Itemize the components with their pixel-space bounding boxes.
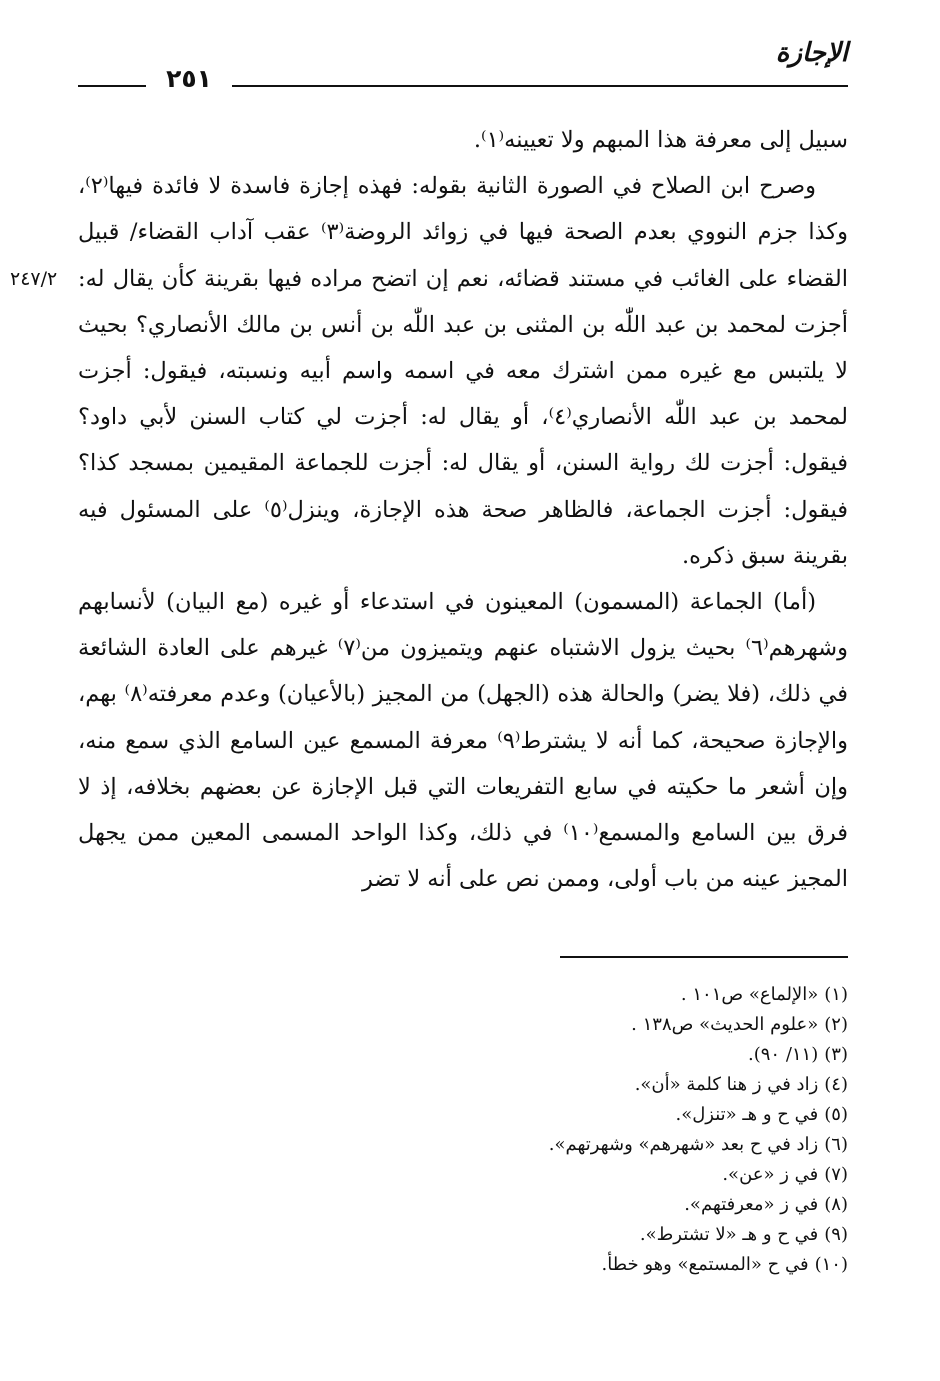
margin-page-reference: ٢٤٧/٢ [10, 268, 58, 290]
footnotes [288, 980, 848, 1280]
footnote-number: (٤) [824, 1074, 848, 1095]
footnote-text: في ح و هـ «لا تشترط». [639, 1224, 819, 1245]
footnote [288, 1160, 848, 1190]
footnote-text: (١١/ ٩٠). [748, 1044, 819, 1065]
footnote [288, 1040, 848, 1070]
footnote-text: زاد في ز هنا كلمة «أن». [634, 1074, 819, 1095]
footnote-number: (١) [824, 984, 848, 1005]
footnote [288, 1250, 848, 1280]
footnote-number: (١٠) [814, 1254, 848, 1275]
footnote-separator [560, 956, 848, 958]
footnote [288, 1130, 848, 1160]
header-rule [232, 85, 848, 87]
footnote-text: في ز «عن». [722, 1164, 819, 1185]
footnote-number: (٢) [824, 1014, 848, 1035]
footnote-text: «الإلماع» ص١٠١ . [680, 984, 819, 1005]
paragraph: (أما) الجماعة (المسمون) المعينون في استدعاء أو غيره (مع البيان) لأنسابهم وشهرهم⁽٦⁾ بحيث يزول الاشتباه عنهم ويتميزون من⁽٧⁾ غيرهم على العادة الشائعة في ذلك، (فلا يضر) والحالة هذه (الجهل) من المجيز (بالأعيان) وعدم معرفته⁽٨⁾ بهم، والإجازة صحيحة، كما أنه لا يشترط⁽٩⁾ معرفة المسمع عين السامع الذي سمع منه، وإن أشعر ما حكيته في سابع التفريعات التي قبل الإجازة عن بعضهم بخلافه، إذ لا فرق بين السامع والمسمع⁽١٠⁾ في ذلك، وكذا الواحد المسمى المعين ممن يجهل المجيز عينه من باب أولى، وممن نص على أنه لا تضر [78, 589, 848, 893]
paragraph: وصرح ابن الصلاح في الصورة الثانية بقوله: فهذه إجازة فاسدة لا فائدة فيها⁽٢⁾، وكذا جزم النووي بعدم الصحة فيها في زوائد الروضة⁽٣⁾ عقب آداب القضاء/ قبيل القضاء على الغائب في مستند قضائه، نعم إن اتضح مراده فيها بقرينة كأن يقال له: أجزت لمحمد بن عبد اللّٰه بن المثنى بن عبد اللّٰه بن أنس بن مالك الأنصاري؟ بحيث لا يلتبس مع غيره ممن اشترك معه في اسمه واسم أبيه ونسبته، فيقول: أجزت لمحمد بن عبد اللّٰه الأنصاري⁽٤⁾، أو يقال له: أجزت لي كتاب السنن لأبي داود؟ فيقول: أجزت لك رواية السنن، أو يقال له: أجزت للجماعة المقيمين بمسجد كذا؟ فيقول: أجزت الجماعة، فالظاهر صحة هذه الإجازة، وينزل⁽٥⁾ على المسئول فيه بقرينة سبق ذكره. [78, 173, 849, 569]
footnote-number: (٦) [824, 1134, 848, 1155]
paragraph: سبيل إلى معرفة هذا المبهم ولا تعيينه⁽١⁾. [473, 127, 848, 153]
footnote-text: في ز «معرفتهم». [684, 1194, 819, 1215]
running-title: الإجازة [775, 38, 848, 68]
footnote-text: في ح «المستمع» وهو خطأ. [601, 1254, 809, 1275]
footnote [288, 1100, 848, 1130]
footnote [288, 980, 848, 1010]
footnote-text: «علوم الحديث» ص١٣٨ . [631, 1014, 819, 1035]
footnote [288, 1010, 848, 1040]
footnote-text: زاد في ح بعد «شهرهم» وشهرتهم». [548, 1134, 819, 1155]
main-text [78, 117, 848, 902]
footnote-number: (٧) [824, 1164, 848, 1185]
footnote [288, 1190, 848, 1220]
footnote-number: (٣) [824, 1044, 848, 1065]
footnote-number: (٩) [824, 1224, 848, 1245]
footnote-text: في ح و هـ «تنزل». [675, 1104, 819, 1125]
footnote-number: (٨) [824, 1194, 848, 1215]
header-rule-short [78, 85, 146, 87]
footnote-number: (٥) [824, 1104, 848, 1125]
footnote [288, 1220, 848, 1250]
page-number: ٢٥١ [166, 64, 212, 93]
footnote [288, 1070, 848, 1100]
